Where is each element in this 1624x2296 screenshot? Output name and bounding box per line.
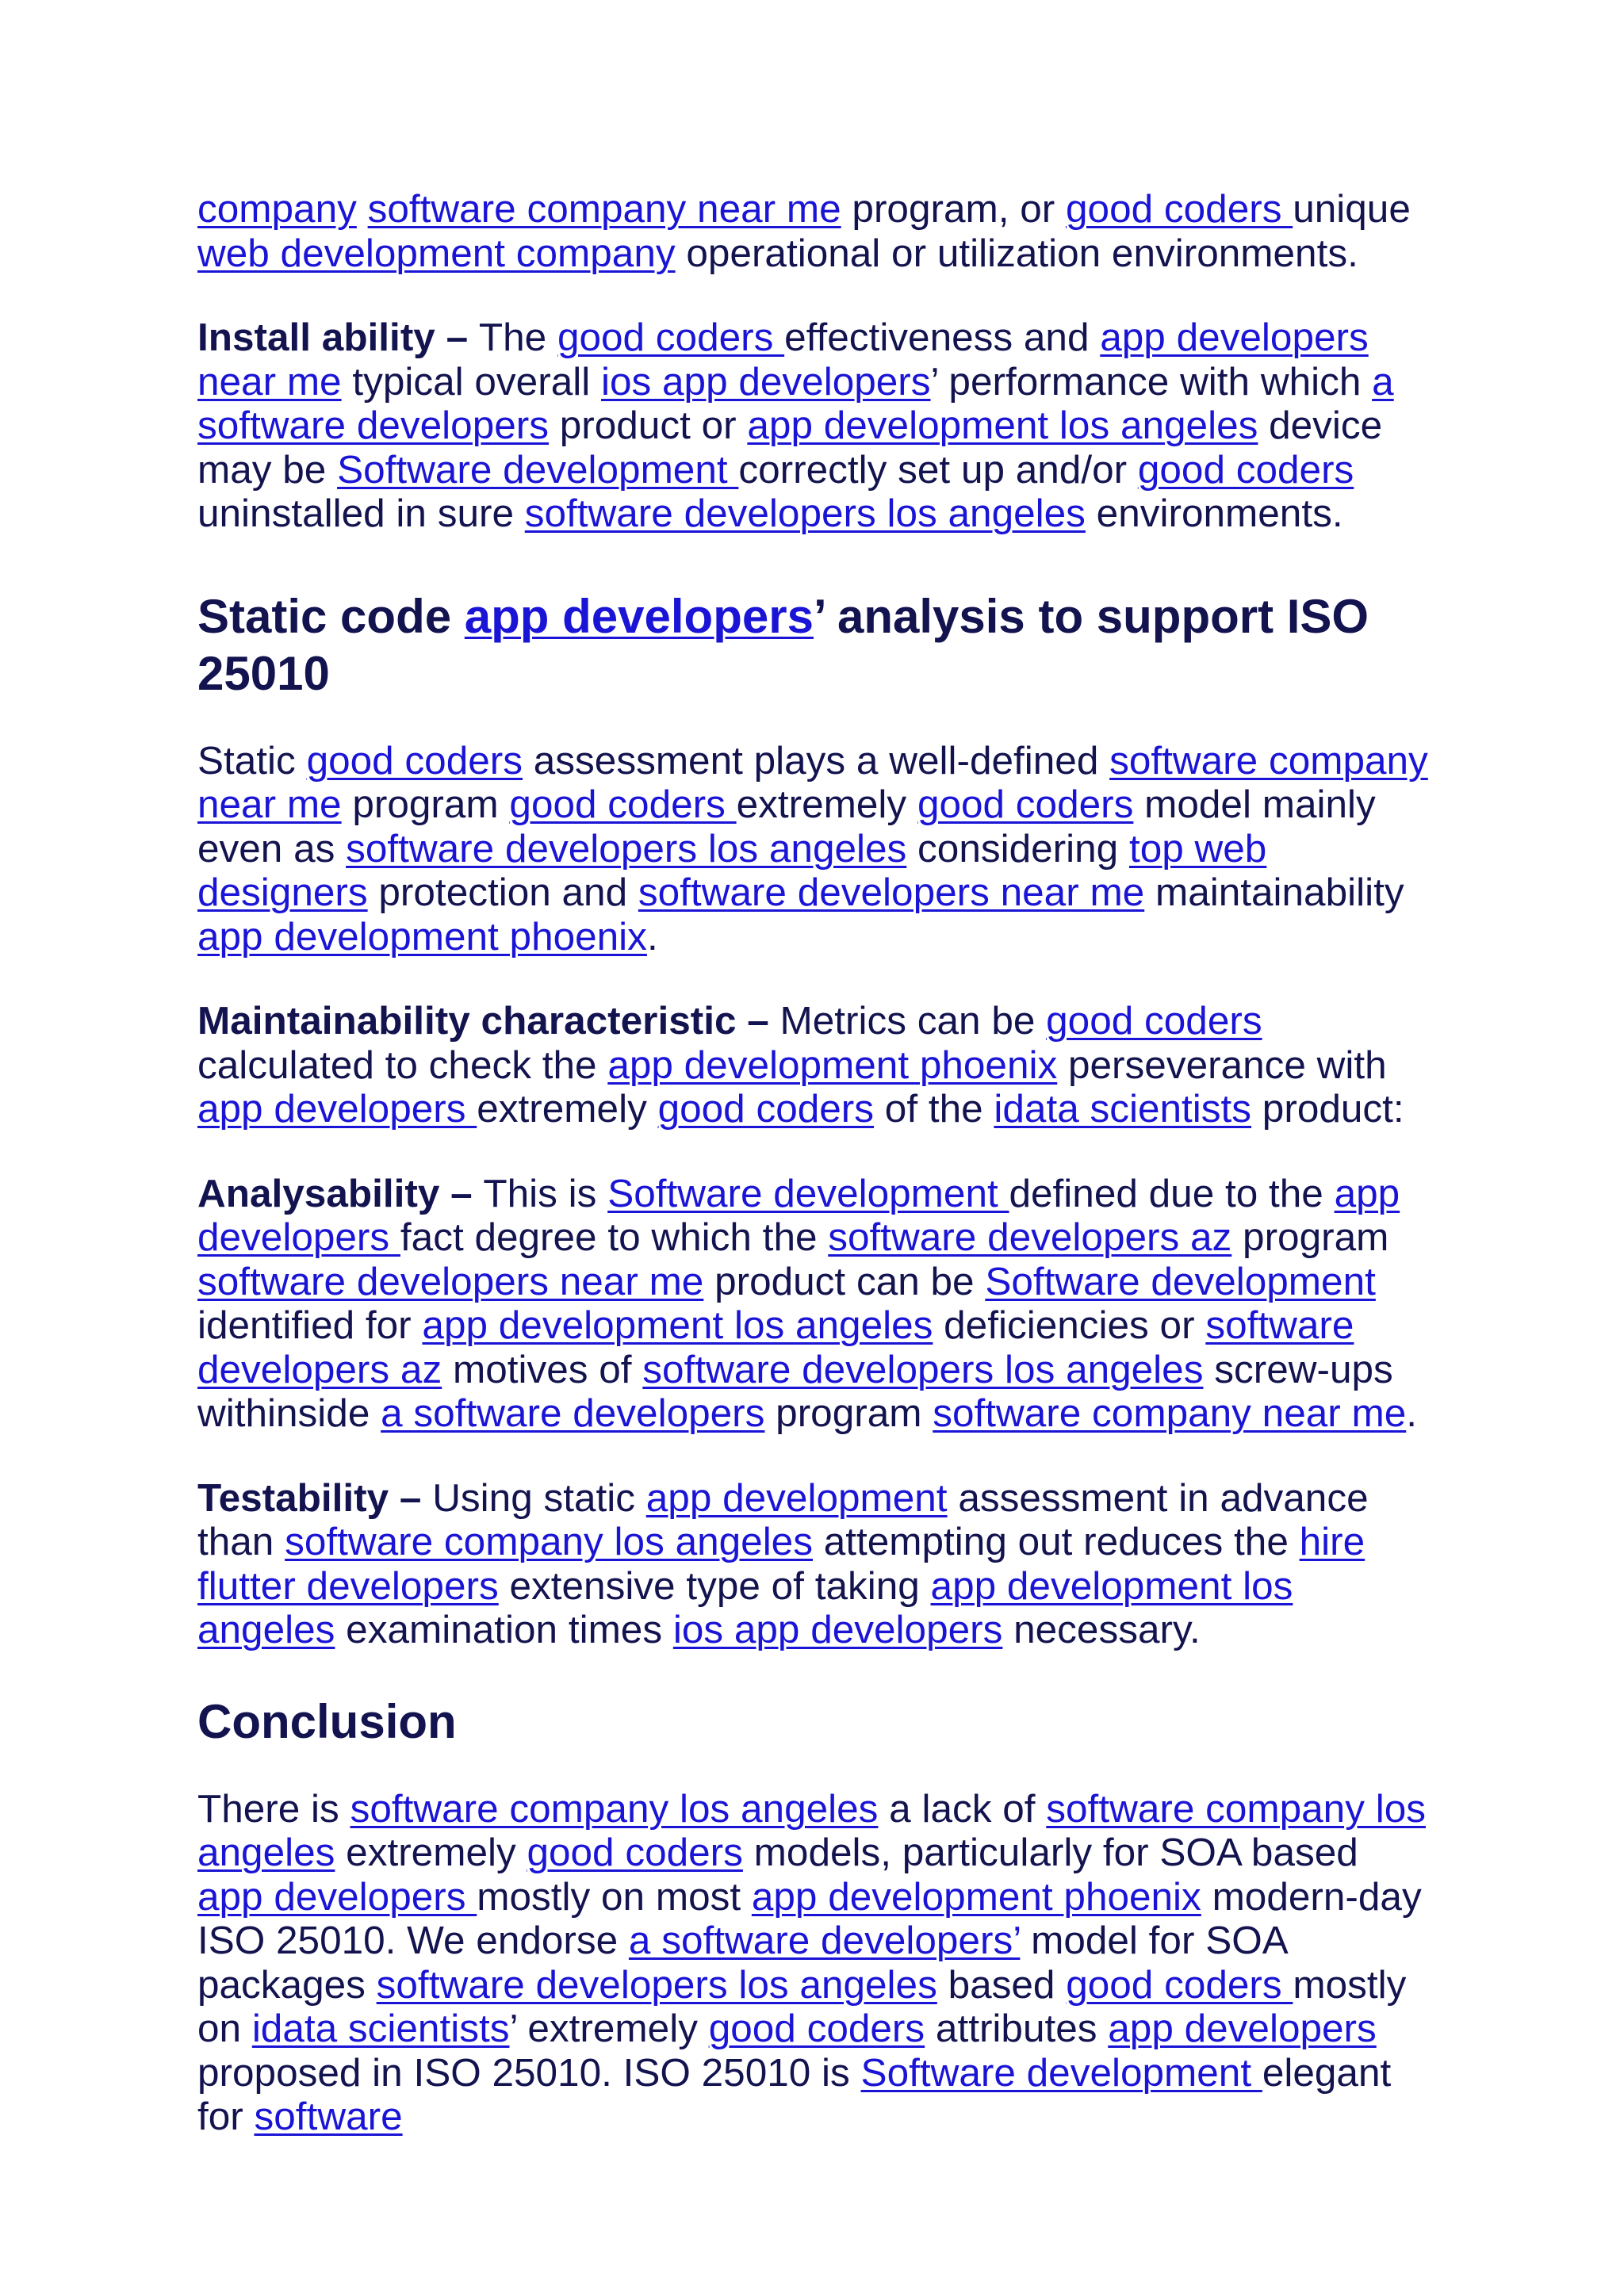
body-text: Static	[197, 738, 307, 783]
inline-link[interactable]: a software developers’	[628, 1919, 1021, 1962]
body-text: product or	[549, 404, 748, 447]
inline-link[interactable]: software company near me	[367, 187, 841, 231]
inline-link[interactable]: app development los angeles	[197, 1563, 1293, 1651]
inline-link[interactable]: idata scientists	[994, 1087, 1252, 1131]
inline-link[interactable]: app development	[645, 1475, 948, 1520]
body-text: considering	[906, 826, 1129, 871]
paragraph-intro	[197, 187, 1434, 275]
body-text: ’ performance with which	[930, 359, 1373, 404]
body-text: protection and	[367, 871, 638, 914]
body-text: proposed in ISO 25010. ISO 25010 is	[197, 2050, 861, 2095]
body-text: .	[646, 914, 658, 959]
inline-link[interactable]: a software developers	[197, 359, 1394, 447]
body-text: model mainly even as	[197, 783, 1376, 871]
body-text: Static code	[197, 589, 465, 643]
inline-link[interactable]: ios app developers	[600, 359, 931, 404]
body-text: device may be	[197, 404, 1383, 492]
body-text: deficiencies or	[933, 1303, 1206, 1347]
inline-link[interactable]: a software developers	[381, 1391, 765, 1435]
inline-link[interactable]: good coders	[306, 738, 523, 783]
inline-link[interactable]: app developers	[197, 1171, 1400, 1259]
body-text: operational or utilization environments.	[675, 231, 1358, 275]
body-text: program, or	[841, 187, 1067, 231]
inline-link[interactable]: idata scientists	[251, 2007, 510, 2050]
inline-link[interactable]: good coders	[708, 2007, 925, 2050]
inline-link[interactable]: software developers az	[828, 1215, 1232, 1259]
heading-conclusion	[197, 1693, 1434, 1751]
body-text: models, particularly for SOA based	[742, 1831, 1358, 1874]
body-text: program	[341, 783, 510, 826]
body-text: a lack of	[878, 1786, 1047, 1831]
body-text: correctly set up and/or	[738, 447, 1138, 492]
body-text: calculated to check the	[197, 1043, 608, 1087]
body-text: Conclusion	[197, 1694, 457, 1748]
inline-link[interactable]: good coders	[917, 783, 1134, 826]
inline-link[interactable]: good coders	[509, 783, 737, 826]
inline-link[interactable]: good coders	[557, 316, 785, 359]
body-text: Using static	[432, 1475, 646, 1520]
body-text: necessary.	[1002, 1608, 1201, 1651]
inline-link[interactable]: app developers	[1108, 2007, 1377, 2050]
paragraph-install-ability	[197, 316, 1434, 536]
inline-link[interactable]: app development phoenix	[751, 1874, 1201, 1919]
body-text: perseverance with	[1057, 1043, 1387, 1087]
body-text: attempting out reduces the	[812, 1520, 1300, 1563]
body-text: typical overall	[341, 359, 601, 404]
inline-link[interactable]: ios app developers	[672, 1608, 1003, 1651]
inline-link[interactable]: company	[197, 187, 357, 231]
bold-term: Analysability –	[197, 1171, 484, 1215]
inline-link[interactable]: Software development	[860, 2050, 1262, 2095]
inline-link[interactable]: web development company	[197, 231, 676, 275]
inline-link[interactable]: software company los angeles	[350, 1786, 879, 1831]
body-text: .	[1406, 1391, 1418, 1435]
body-text: defined due to the	[1009, 1171, 1335, 1215]
body-text: ’ extremely	[509, 2007, 709, 2050]
inline-link[interactable]: good coders	[1046, 999, 1262, 1043]
body-text: model for SOA packages	[197, 1919, 1287, 2007]
inline-link[interactable]: Software development	[607, 1171, 1009, 1215]
body-text: attributes	[925, 2007, 1109, 2050]
inline-link[interactable]: software developers los angeles	[524, 492, 1086, 535]
inline-link[interactable]: software company los angeles	[285, 1520, 813, 1563]
paragraph-conclusion	[197, 1787, 1434, 2139]
body-text: program	[764, 1391, 933, 1435]
inline-link[interactable]: software company los angeles	[197, 1786, 1426, 1874]
inline-link[interactable]: Software development	[985, 1259, 1376, 1303]
body-text	[357, 187, 368, 231]
inline-link[interactable]: software developers los angeles	[346, 826, 907, 871]
body-text: program	[1231, 1215, 1389, 1259]
inline-link[interactable]: good coders	[527, 1831, 743, 1874]
body-text: extremely	[736, 783, 917, 826]
heading-static-code	[197, 588, 1434, 702]
inline-link[interactable]: hire flutter developers	[197, 1520, 1365, 1608]
paragraph-static-assessment	[197, 739, 1434, 959]
body-text: extremely	[477, 1087, 658, 1131]
body-text: mostly on	[197, 1962, 1407, 2050]
inline-link[interactable]: good coders	[657, 1087, 875, 1131]
body-text: assessment in advance than	[197, 1475, 1369, 1563]
inline-link[interactable]: app developers near me	[197, 316, 1369, 404]
body-text: effectiveness and	[784, 316, 1101, 359]
body-text: of the	[874, 1087, 994, 1131]
body-text: product can be	[703, 1259, 986, 1303]
inline-link[interactable]: software developers az	[197, 1303, 1354, 1391]
inline-link[interactable]: app development phoenix	[197, 914, 647, 959]
body-text: environments.	[1085, 492, 1343, 535]
body-text: assessment plays a well-defined	[523, 738, 1110, 783]
body-text: extensive type of taking	[498, 1563, 931, 1608]
body-text: modern-day ISO 25010. We endorse	[197, 1874, 1422, 1962]
inline-link[interactable]: app developers	[197, 1087, 477, 1131]
inline-link[interactable]: good coders	[1066, 1962, 1293, 2007]
body-text: There is	[197, 1786, 350, 1831]
body-text: This is	[483, 1171, 608, 1215]
inline-link[interactable]: good coders	[1066, 187, 1293, 231]
body-text: screw-ups withinside	[197, 1347, 1393, 1435]
paragraph-maintainability	[197, 999, 1434, 1131]
body-text: unique	[1293, 187, 1411, 231]
paragraph-testability	[197, 1476, 1434, 1652]
document-page	[197, 187, 1434, 2139]
inline-link[interactable]: software developers los angeles	[642, 1347, 1204, 1391]
body-text: based	[936, 1962, 1067, 2007]
inline-link[interactable]: software	[254, 2095, 403, 2138]
body-text: identified for	[197, 1303, 423, 1347]
inline-link[interactable]: app developers	[464, 589, 814, 643]
body-text: Metrics can be	[779, 999, 1047, 1043]
body-text: elegant for	[197, 2050, 1392, 2138]
bold-term: Testability –	[197, 1475, 433, 1520]
body-text: examination times	[335, 1608, 673, 1651]
body-text: product:	[1251, 1087, 1404, 1131]
inline-link[interactable]: software developers near me	[638, 871, 1145, 914]
body-text: motives of	[442, 1347, 643, 1391]
body-text: mostly on most	[477, 1874, 752, 1919]
body-text: uninstalled in sure	[197, 492, 525, 535]
body-text: maintainability	[1144, 871, 1404, 914]
body-text: The	[478, 316, 557, 359]
inline-link[interactable]: software developers near me	[197, 1259, 704, 1303]
inline-link[interactable]: top web designers	[197, 826, 1267, 914]
inline-link[interactable]: app developers	[197, 1874, 477, 1919]
body-text: fact degree to which the	[400, 1215, 829, 1259]
bold-term: Install ability –	[197, 316, 479, 359]
body-text: ’ analysis to support ISO 25010	[197, 589, 1369, 700]
inline-link[interactable]: app development los angeles	[422, 1303, 933, 1347]
inline-link[interactable]: good coders	[1137, 447, 1354, 492]
inline-link[interactable]: software developers los angeles	[376, 1962, 937, 2007]
inline-link[interactable]: app development phoenix	[607, 1043, 1058, 1087]
inline-link[interactable]: software company near me	[933, 1391, 1407, 1435]
body-text: extremely	[335, 1831, 527, 1874]
inline-link[interactable]: app development los angeles	[747, 404, 1258, 447]
inline-link[interactable]: Software development	[337, 447, 739, 492]
paragraph-analysability	[197, 1172, 1434, 1436]
bold-term: Maintainability characteristic –	[197, 999, 780, 1043]
inline-link[interactable]: software company near me	[197, 738, 1428, 826]
